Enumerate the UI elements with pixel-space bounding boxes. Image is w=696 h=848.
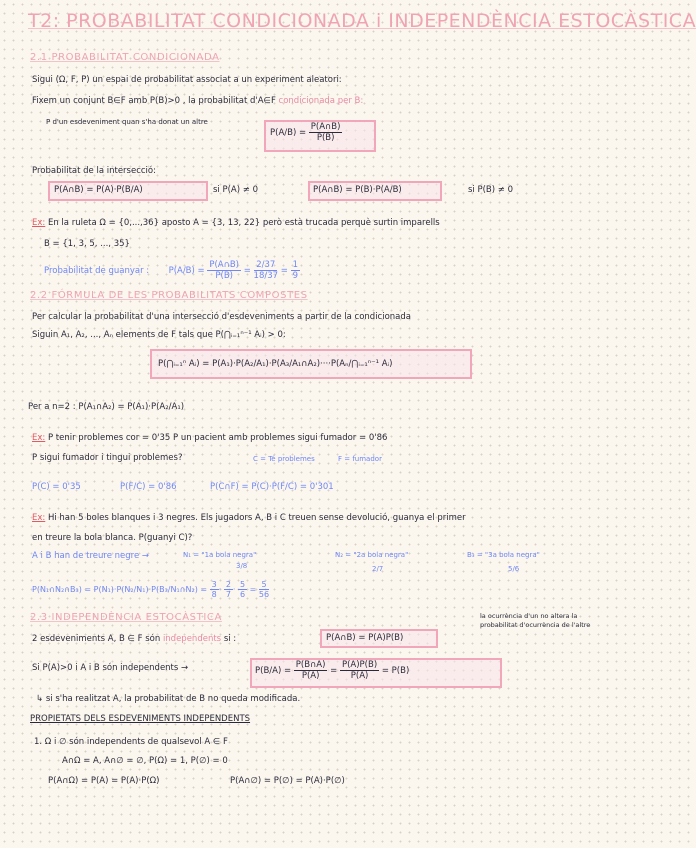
section-2-2-heading: 2.2 FÓRMULA DE LES PROBABILITATS COMPOSTES <box>30 290 308 301</box>
s22-example-1 <box>32 433 387 443</box>
intersection-formula-1: P(A∩B) = P(A)·P(B/A) <box>54 185 143 195</box>
win-fraction-3 <box>291 260 300 281</box>
independence-chain <box>255 660 409 681</box>
example-1-f-def: F = fumador <box>338 455 382 463</box>
s21-example <box>32 218 440 228</box>
independence-side-note: la ocurrència d'un no altera la probabilitat d'ocurrència de l'altre <box>480 612 591 629</box>
example-2-f1 <box>210 580 219 599</box>
intersection-cond-1: si P(A) ≠ 0 <box>213 185 258 195</box>
conditional-definition-formula <box>270 122 342 143</box>
example-2-result-den: 56 <box>258 590 270 599</box>
win-f1-den: P(B) <box>215 271 233 281</box>
example-1-c-def: C = Té problemes <box>253 455 315 463</box>
section-2-3-heading: 2.3 INDEPENDÈNCIA ESTOCÀSTICA <box>30 612 222 623</box>
n2-formula: Per a n=2 : P(A₁∩A₂) = P(A₁)·P(A₂/A₁) <box>28 402 185 412</box>
example-2-f1-num: 3 <box>211 580 217 589</box>
s23-independents: independents <box>162 634 222 644</box>
property-1b: P(A∩Ω) = P(A) = P(A)·P(Ω) <box>48 776 160 786</box>
s23-line1 <box>32 634 236 644</box>
section-2-1-heading: 2.1 PROBABILITAT CONDICIONADA <box>30 52 220 63</box>
s21-line2 <box>32 96 363 106</box>
example-2-n1-value: 3/8 <box>236 562 248 570</box>
example-text: En la ruleta Ω = {0,...,36} aposto A = {3, 13, 22} però està trucada perquè surtin imparells <box>47 218 440 228</box>
compound-formula: P(⋂ᵢ₌₁ⁿ Aᵢ) = P(A₁)·P(A₂/A₁)·P(A₃/A₁∩A₂)····P(Aₙ/⋂ᵢ₌₁ⁿ⁻¹ Aᵢ) <box>158 359 393 369</box>
win-eq-2: = <box>280 266 288 276</box>
chain-rhs: = P(B) <box>381 666 410 676</box>
win-fraction-1 <box>207 260 241 281</box>
def-denominator: P(B) <box>316 133 335 143</box>
s22-line1: Per calcular la probabilitat d'una intersecció d'esdeveniments a partir de la condicionada <box>32 312 411 322</box>
s21-line2-highlight: condicionada per B: <box>278 96 364 106</box>
example-2-f3-den: 6 <box>240 590 246 599</box>
def-numerator: P(A∩B) <box>310 122 341 132</box>
chain-lhs: P(B/A) = <box>255 666 292 676</box>
def-lhs: P(A/B) = <box>270 128 307 138</box>
example-2-f1-den: 8 <box>211 590 217 599</box>
win-eq-1: = <box>243 266 251 276</box>
example-2-line1: Hi han 5 boles blanques i 3 negres. Els jugadors A, B i C treuen sense devolució, guanya el primer <box>47 513 466 523</box>
example-2-n1: N₁ = "1a bola negra" <box>183 551 257 559</box>
win-f3-num: 1 <box>292 260 298 270</box>
s21-line1: Sigui (Ω, F, P) un espai de probabilitat associat a un experiment aleatori: <box>32 75 342 85</box>
example-1-calc: P(C∩F) = P(C)·P(F/C) = 0'301 <box>210 482 334 492</box>
chain-f1-den: P(A) <box>301 671 320 681</box>
win-f2-num: 2/37 <box>256 260 276 270</box>
s23-line1-text: 2 esdeveniments A, B ∈ F són <box>32 634 161 644</box>
intersection-title: Probabilitat de la intersecció: <box>32 166 156 176</box>
win-fraction-2 <box>254 260 279 281</box>
example-2-line2: en treure la bola blanca. P(guanyi C)? <box>32 533 193 543</box>
example-2-calc-text: P(N₁∩N₂∩B₃) = P(N₁)·P(N₂/N₁)·P(B₃/N₁∩N₂) = <box>32 585 208 594</box>
example-1-pc: P(C) = 0'35 <box>32 482 81 492</box>
example-2-f3 <box>238 580 247 599</box>
example-2-b3-value: 5/6 <box>508 565 520 573</box>
property-1a: A∩Ω = A, A∩∅ = ∅, P(Ω) = 1, P(∅) = 0 <box>62 756 228 766</box>
win-lhs: P(A/B) = <box>168 266 205 276</box>
intersection-cond-2: si P(B) ≠ 0 <box>468 185 514 195</box>
s23-line2: Si P(A)>0 i A i B són independents → <box>32 663 189 673</box>
chain-f2-den: P(A) <box>350 671 369 681</box>
example-set-b: B = {1, 3, 5, ..., 35} <box>44 239 130 249</box>
example-2-f2-den: 7 <box>225 590 231 599</box>
example-2-f2-num: 2 <box>225 580 231 589</box>
chain-fraction-1 <box>294 660 328 681</box>
example-2-b3: B₃ = "3a bola negra" <box>467 551 540 559</box>
win-label: Probabilitat de guanyar : <box>44 266 150 276</box>
example-2-f3-num: 5 <box>240 580 246 589</box>
example-1-line2: P sigui fumador i tingui problemes? <box>32 453 183 463</box>
example-2-result <box>259 580 269 599</box>
example-2-n2: N₂ = "2a bola negra" <box>335 551 409 559</box>
s22-line2: Siguin A₁, A₂, ..., Aₙ elements de F tals que P(⋂ᵢ₌₁ⁿ⁻¹ Aᵢ) > 0: <box>32 330 286 340</box>
s23-note2: ↳ si s'ha realitzat A, la probabilitat de B no queda modificada. <box>36 694 301 704</box>
example-2-result-num: 5 <box>261 580 267 589</box>
chain-f1-num: P(B∩A) <box>295 660 326 670</box>
properties-heading: PROPIETATS DELS ESDEVENIMENTS INDEPENDENTS <box>30 714 251 724</box>
intersection-formula-2: P(A∩B) = P(B)·P(A/B) <box>313 185 402 195</box>
s22-example-2 <box>32 513 466 523</box>
property-1: 1. Ω i ∅ són independents de qualsevol A ∈ F <box>34 737 228 747</box>
property-1c: P(A∩∅) = P(∅) = P(A)·P(∅) <box>230 776 345 786</box>
example-1-line1: P tenir problemes cor = 0'35 P un pacient amb problemes sigui fumador = 0'86 <box>47 433 388 443</box>
example-2-n2-value: 2/7 <box>372 565 384 573</box>
win-f3-den: 9 <box>292 271 298 281</box>
example-2-label: Ex: <box>32 513 46 523</box>
s23-line1-end: si : <box>223 634 237 644</box>
example-1-label: Ex: <box>32 433 46 443</box>
example-2-calc: P(N₁∩N₂∩B₃) = P(N₁)·P(N₂/N₁)·P(B₃/N₁∩N₂) = $\frac{3}{8}$ · $\frac{2}{7}$ · $\frac{5}{6}$ = $\frac{5}{56}$ <box>32 580 270 599</box>
s21-note: P d'un esdeveniment quan s'ha donat un altre <box>46 118 208 126</box>
s21-line2-text: Fixem un conjunt B∈F amb P(B)>0 , la probabilitat d'A∈F <box>32 96 276 106</box>
win-f2-den: 18/37 <box>253 271 279 281</box>
win-probability <box>44 260 300 281</box>
example-2-f2 <box>224 580 233 599</box>
chain-f2-num: P(A)P(B) <box>341 660 378 670</box>
page-title: T2: PROBABILITAT CONDICIONADA i INDEPENDÈNCIA ESTOCÀSTICA <box>28 10 696 32</box>
chain-eq: = <box>330 666 338 676</box>
win-f1-num: P(A∩B) <box>209 260 239 270</box>
independence-formula: P(A∩B) = P(A)P(B) <box>326 633 404 643</box>
def-fraction <box>309 122 343 143</box>
example-1-pfc: P(F/C) = 0'86 <box>120 482 177 492</box>
example-label: Ex: <box>32 218 46 228</box>
chain-fraction-2 <box>340 660 379 681</box>
example-2-ab: A i B han de treure negre → <box>32 551 149 561</box>
